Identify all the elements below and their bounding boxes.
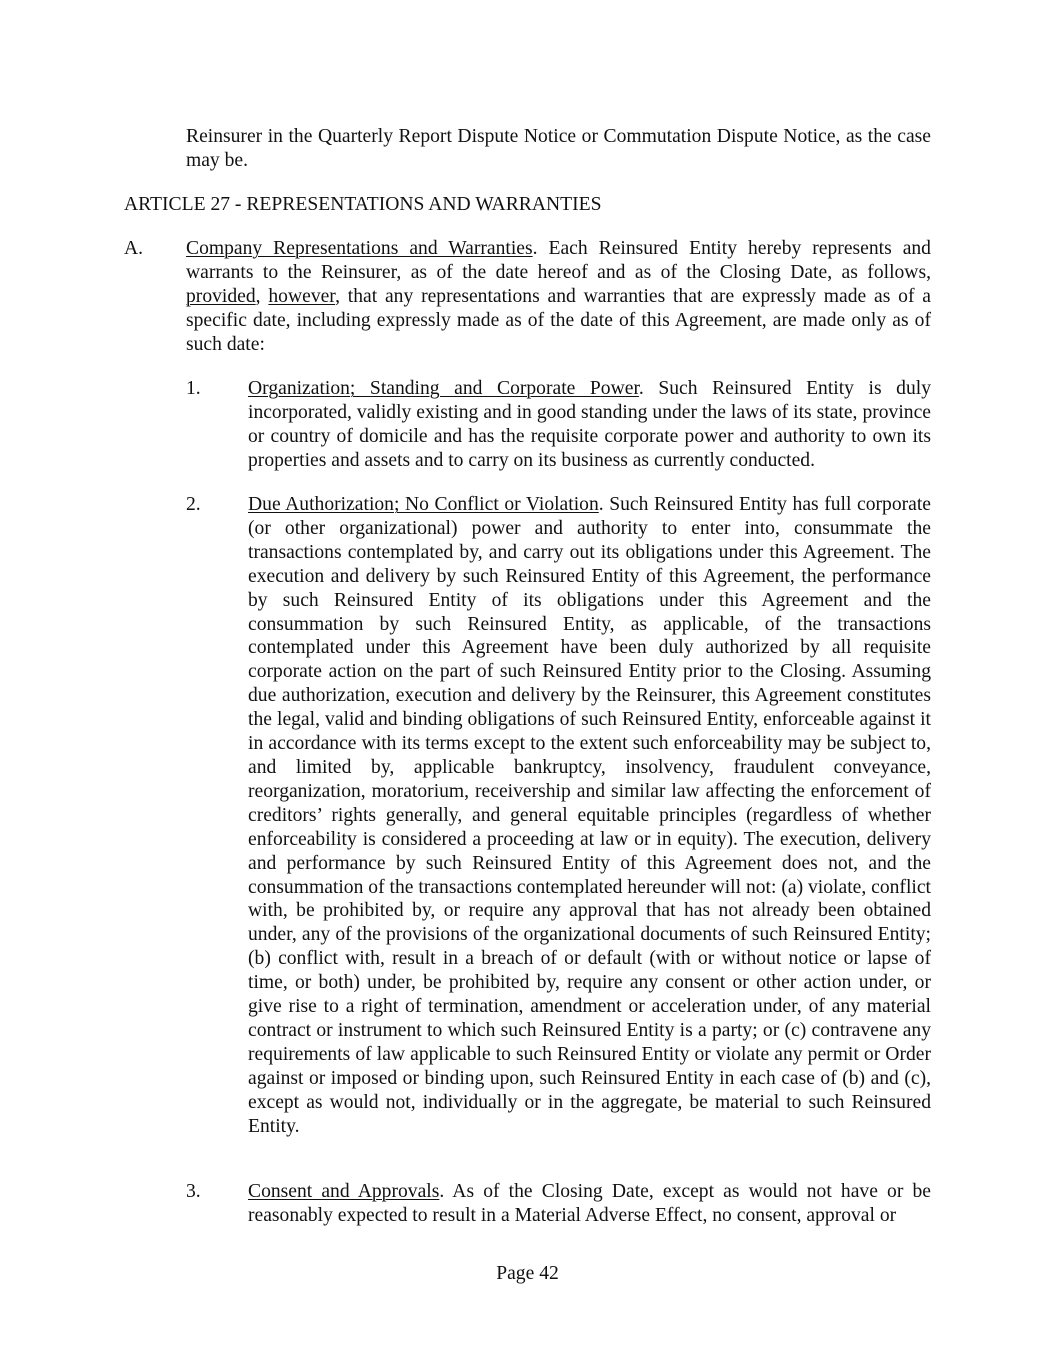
item-1-text: . Such Reinsured Entity is duly incorporated, validly existing and in good standing under the laws of its state, province or country of domicile and has the requisite corporate power and authority to own its properties and assets and to carry on its business as currently conducted. (248, 378, 931, 471)
item-3-text: . As of the Closing Date, except as would not have or be reasonably expected to result in a Material Adverse Effect, no consent, approval or (248, 1181, 931, 1226)
item-2-text: . Such Reinsured Entity has full corporate (or other organizational) power and authority to enter into, consummate the transactions contemplated by, and carry out its obligations under this Agreement. The execution and delivery by such Reinsured Entity of this Agreement, the performance by such Reinsured Entity of its obligations under this Agreement and the consummation by such Reinsured Entity, as applicable, of the transactions contemplated under this Agreement have been duly authorized by all requisite corporate action on the part of such Reinsured Entity prior to the Closing. Assuming due authorization, execution and delivery by the Reinsurer, this Agreement constitutes the legal, valid and binding obligations of such Reinsured Entity, enforceable against it in accordance with its terms except to the extent such enforceability may be subject to, and limited by, applicable bankruptcy, insolvency, fraudulent conveyance, reorganization, moratorium, receivership and similar law affecting the enforcement of creditors’ rights generally, and general equitable principles (regardless of whether enforceability is considered a proceeding at law or in equity). The execution, delivery and performance by such Reinsured Entity of this Agreement does not, and the consummation of the transactions contemplated hereunder will not: (a) violate, conflict with, be prohibited by, or require any approval that has not already been obtained under, any of the provisions of the organizational documents of such Reinsured Entity; (b) conflict with, result in a breach of or default (with or without notice or lapse of time, or both) under, be prohibited by, require any consent or other action under, or give rise to a right of termination, amendment or acceleration under, of any material contract or instrument to which such Reinsured Entity is a party; or (c) contravene any requirements of law applicable to such Reinsured Entity or violate any permit or Order against or imposed or binding upon, such Reinsured Entity in each case of (b) and (c), except as would not, individually or in the aggregate, be material to such Reinsured Entity. (248, 494, 932, 1137)
item-3-title: Consent and Approvals (248, 1181, 440, 1202)
however-term: however (268, 285, 336, 307)
item-1-title: Organization; Standing and Corporate Power (248, 378, 639, 399)
item-2-paragraph (248, 493, 931, 1138)
provided-term: provided (186, 285, 256, 307)
item-1-paragraph (248, 377, 931, 473)
item-1-label: 1. (186, 378, 201, 399)
item-3-paragraph (248, 1180, 931, 1228)
section-a-comma: , (255, 285, 269, 307)
intro-paragraph: Reinsurer in the Quarterly Report Dispute Notice or Commutation Dispute Notice, as the case may be. (186, 126, 931, 171)
item-2-label: 2. (186, 494, 201, 515)
section-a-label: A. (124, 238, 144, 259)
section-a-text-1: . Each Reinsured Entity hereby represents and warrants to the Reinsurer, as of the date hereof and as of the Closing Date, as follows, (186, 238, 931, 283)
section-a-text-2: , that any representations and warranties that are expressly made as of a specific date, including expressly made as of the date of this Agreement, are made only as of such date: (186, 285, 932, 355)
section-a-title: Company Representations and Warranties (186, 238, 533, 259)
section-a-paragraph (186, 237, 931, 357)
item-2-title: Due Authorization; No Conflict or Violation (248, 494, 599, 515)
page-number: Page 42 (496, 1263, 559, 1284)
article-heading: ARTICLE 27 - REPRESENTATIONS AND WARRANTIES (124, 194, 602, 215)
item-3-label: 3. (186, 1181, 201, 1202)
